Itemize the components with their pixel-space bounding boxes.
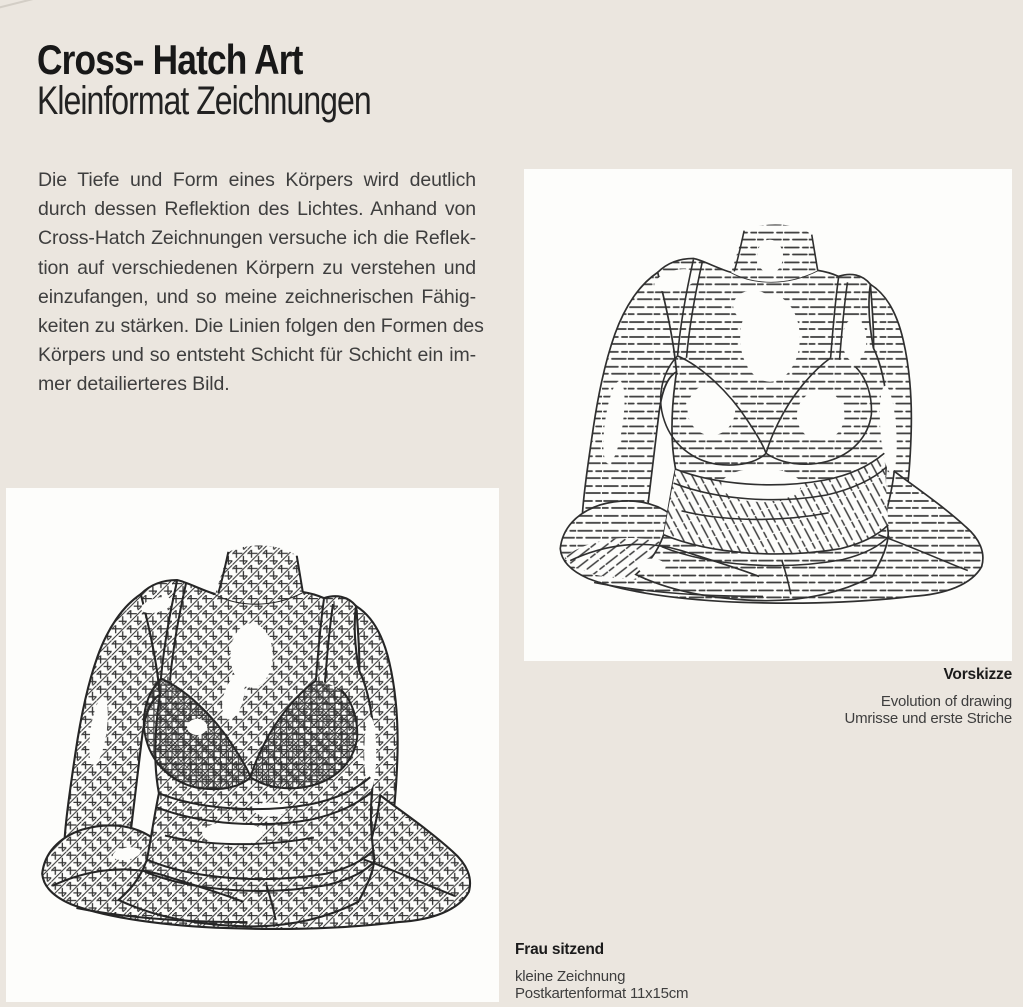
intro-paragraph (38, 166, 484, 400)
corner-crop-mark (0, 0, 34, 8)
text-line: Körpers und so entsteht Schicht für Schicht ein im- (38, 344, 476, 367)
text-line: Postkartenformat 11x15cm (515, 984, 689, 1002)
caption-title: Vorskizze (943, 666, 1012, 683)
text-line: Cross-Hatch Zeichnungen versuche ich die Reflek- (38, 227, 476, 250)
text-line: Evolution of drawing (880, 693, 1012, 710)
caption-vorskizze (844, 666, 1012, 727)
text-line: mer detailierteres Bild. (38, 373, 230, 396)
page-title: Cross- Hatch Art (37, 36, 303, 83)
caption-lines (844, 694, 1012, 727)
caption-title: Frau sitzend (515, 941, 604, 958)
caption-lines (515, 969, 688, 1002)
text-line: keiten zu stärken. Die Linien folgen den Formen des (38, 315, 484, 338)
page-subtitle: Kleinformat Zeichnungen (37, 79, 371, 123)
text-line: kleine Zeichnung (515, 968, 626, 985)
figure-panel-frau-sitzend (6, 488, 499, 1002)
caption-frau-sitzend (515, 941, 688, 1002)
text-line: Umrisse und erste Striche (844, 709, 1012, 727)
text-line: tion auf verschiedenen Körpern zu verstehen und (38, 256, 476, 279)
page-header (37, 36, 454, 123)
text-line: Die Tiefe und Form eines Körpers wird deutlich (38, 169, 476, 191)
figure-panel-vorskizze (524, 169, 1012, 661)
text-line: einzufangen, und so meine zeichnerischen Fähig- (38, 285, 476, 308)
cross-hatch-drawing-frau-sitzend (6, 488, 499, 1002)
text-line: durch dessen Reflektion des Lichtes. Anhand von (38, 198, 476, 221)
cross-hatch-drawing-vorskizze (524, 169, 1012, 661)
